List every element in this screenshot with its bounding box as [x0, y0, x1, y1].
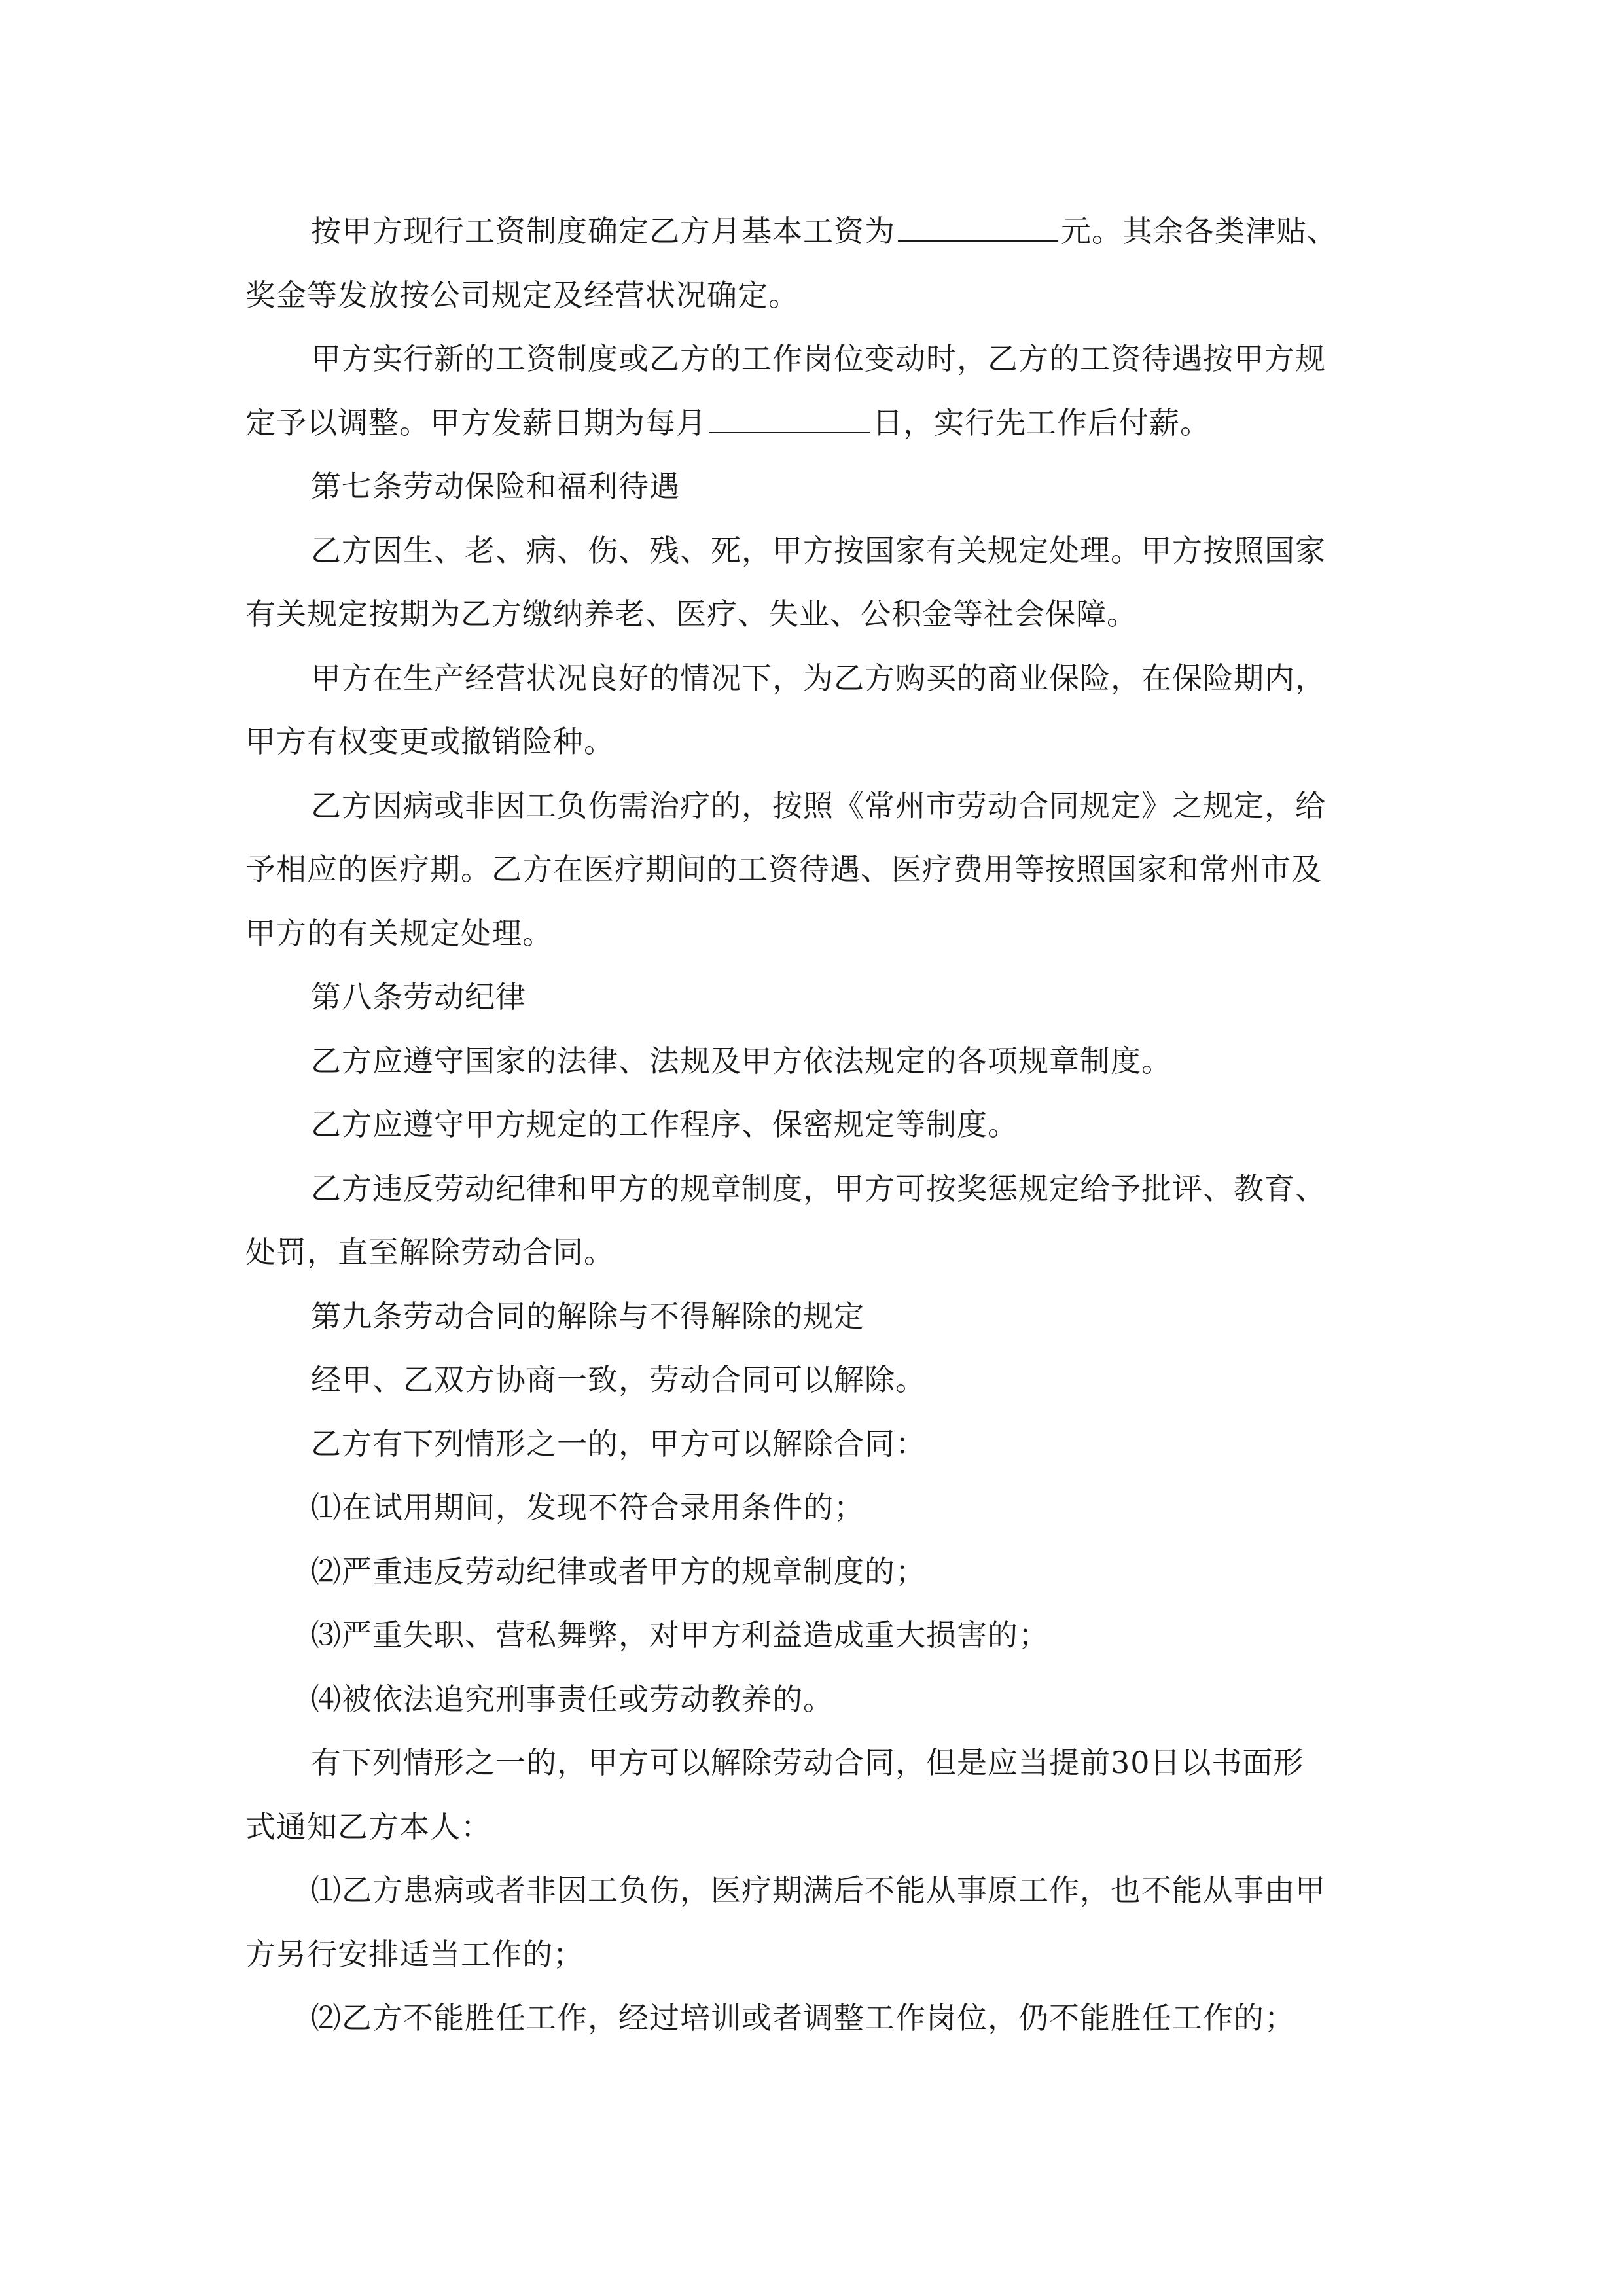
discipline-line-1: 乙方违反劳动纪律和甲方的规章制度，甲方可按奖惩规定给予批评、教育、: [311, 1170, 1326, 1206]
list-item: ⑶严重失职、营私舞弊，对甲方利益造成重大损害的；: [311, 1617, 1049, 1653]
salary-text-after: 元。其余各类津贴、: [1061, 213, 1338, 249]
illness-line-1: ⑴乙方患病或者非因工负伤，医疗期满后不能从事原工作，也不能从事由甲: [311, 1873, 1326, 1908]
paragraph-medical: [245, 774, 1391, 966]
list-item: ⑷被依法追究刑事责任或劳动教养的。: [311, 1681, 834, 1717]
insurance-line-2: 有关规定按期为乙方缴纳养老、医疗、失业、公积金等社会保障。: [245, 596, 1137, 632]
payday-blank: [709, 406, 870, 433]
list-item: ⑴在试用期间，发现不符合录用条件的；: [311, 1490, 865, 1525]
payday-text-after: 日，实行先工作后付薪。: [872, 404, 1211, 440]
salary-line-2: 奖金等发放按公司规定及经营状况确定。: [245, 277, 799, 313]
paragraph-mutual-termination: 经甲、乙双方协商一致，劳动合同可以解除。: [311, 1362, 926, 1397]
payday-text-before: 定予以调整。甲方发薪日期为每月: [245, 404, 707, 440]
salary-adjust-line-1: 甲方实行新的工资制度或乙方的工作岗位变动时，乙方的工资待遇按甲方规: [311, 341, 1326, 376]
salary-amount-blank: [898, 214, 1058, 242]
paragraph-salary-adjust: [245, 327, 1391, 455]
commercial-insurance-line-2: 甲方有权变更或撤销险种。: [245, 724, 615, 759]
paragraph-notice-termination: [245, 1731, 1391, 1859]
list-item: ⑵严重违反劳动纪律或者甲方的规章制度的；: [311, 1553, 926, 1589]
list-item: [245, 1859, 1391, 1986]
commercial-insurance-line-1: 甲方在生产经营状况良好的情况下，为乙方购买的商业保险，在保险期内，: [311, 660, 1326, 696]
paragraph-commercial-insurance: [245, 647, 1391, 774]
paragraph-termination-cases: 乙方有下列情形之一的，甲方可以解除合同：: [311, 1426, 926, 1462]
article-9-heading: 第九条劳动合同的解除与不得解除的规定: [311, 1298, 865, 1334]
article-8-heading: 第八条劳动纪律: [311, 979, 526, 1014]
paragraph-insurance: [245, 519, 1391, 647]
list-item: ⑵乙方不能胜任工作，经过培训或者调整工作岗位，仍不能胜任工作的；: [311, 2000, 1295, 2036]
salary-text-before: 按甲方现行工资制度确定乙方月基本工资为: [311, 213, 895, 249]
medical-line-2: 予相应的医疗期。乙方在医疗期间的工资待遇、医疗费用等按照国家和常州市及: [245, 852, 1322, 887]
paragraph-discipline-violation: [245, 1157, 1391, 1285]
article-7-heading: 第七条劳动保险和福利待遇: [311, 469, 680, 504]
notice-line-2: 式通知乙方本人：: [245, 1808, 491, 1844]
medical-line-3: 甲方的有关规定处理。: [245, 915, 553, 951]
document-body: [245, 200, 1391, 2051]
paragraph-salary: [245, 200, 1391, 327]
paragraph-obey-procedures: 乙方应遵守甲方规定的工作程序、保密规定等制度。: [311, 1107, 1018, 1142]
paragraph-obey-laws: 乙方应遵守国家的法律、法规及甲方依法规定的各项规章制度。: [311, 1043, 1172, 1079]
discipline-line-2: 处罚，直至解除劳动合同。: [245, 1234, 615, 1270]
insurance-line-1: 乙方因生、老、病、伤、残、死，甲方按国家有关规定处理。甲方按照国家: [311, 532, 1326, 568]
illness-line-2: 方另行安排适当工作的；: [245, 1936, 584, 1972]
medical-line-1: 乙方因病或非因工负伤需治疗的，按照《常州市劳动合同规定》之规定，给: [311, 787, 1326, 823]
notice-line-1: 有下列情形之一的，甲方可以解除劳动合同，但是应当提前30日以书面形: [311, 1745, 1304, 1780]
